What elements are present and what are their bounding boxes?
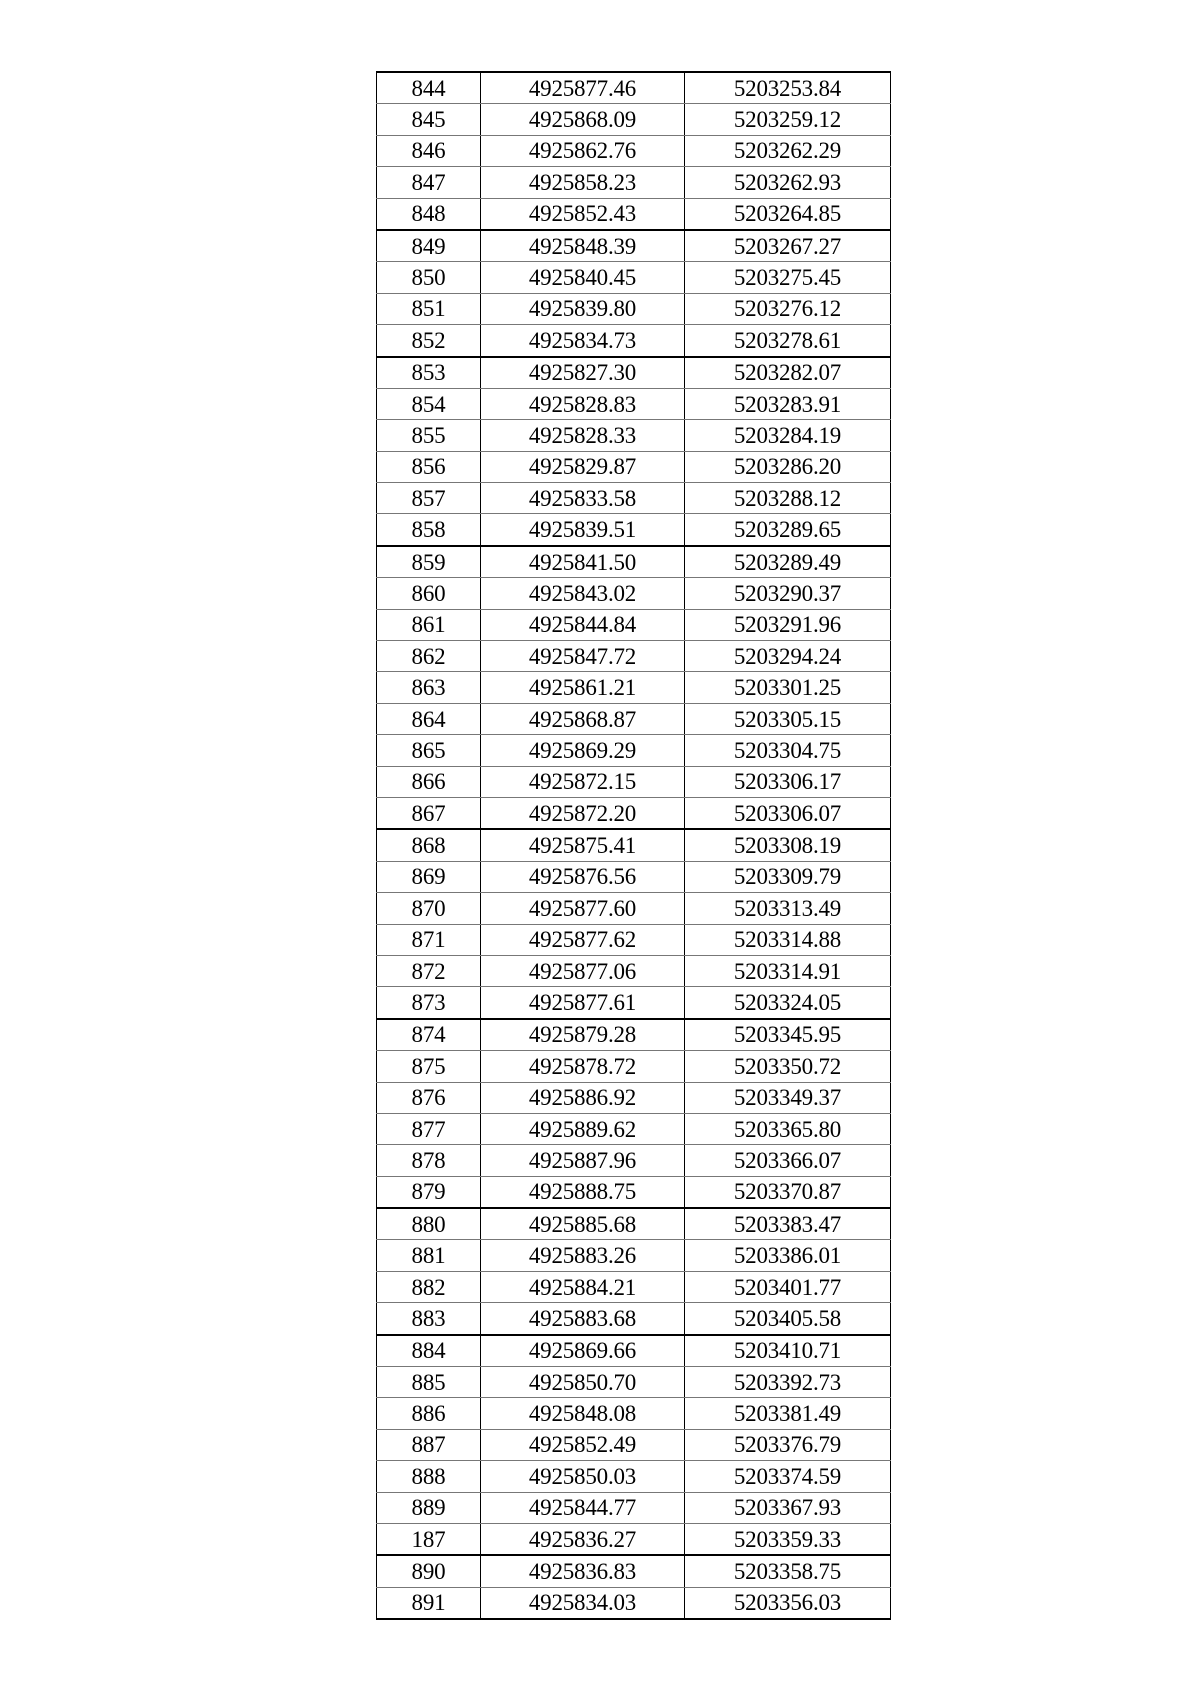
x-coordinate-cell: 4925877.46 — [481, 72, 685, 104]
table-row — [377, 483, 891, 514]
y-coordinate-cell: 5203291.96 — [685, 609, 891, 640]
point-number-cell: 853 — [377, 357, 481, 389]
x-coordinate-cell: 4925885.68 — [481, 1208, 685, 1240]
point-number-cell: 870 — [377, 893, 481, 924]
point-number-cell: 887 — [377, 1429, 481, 1460]
point-number-cell: 881 — [377, 1240, 481, 1271]
x-coordinate-cell: 4925834.03 — [481, 1587, 685, 1619]
point-number-cell: 854 — [377, 388, 481, 419]
y-coordinate-cell: 5203306.07 — [685, 797, 891, 829]
table-row — [377, 104, 891, 135]
table-row — [377, 357, 891, 389]
y-coordinate-cell: 5203288.12 — [685, 483, 891, 514]
x-coordinate-cell: 4925872.20 — [481, 797, 685, 829]
point-number-cell: 875 — [377, 1051, 481, 1082]
y-coordinate-cell: 5203401.77 — [685, 1271, 891, 1302]
y-coordinate-cell: 5203259.12 — [685, 104, 891, 135]
y-coordinate-cell: 5203370.87 — [685, 1176, 891, 1208]
point-number-cell: 844 — [377, 72, 481, 104]
point-number-cell: 885 — [377, 1367, 481, 1398]
table-row — [377, 514, 891, 546]
x-coordinate-cell: 4925836.83 — [481, 1555, 685, 1587]
y-coordinate-cell: 5203365.80 — [685, 1113, 891, 1144]
y-coordinate-cell: 5203289.49 — [685, 546, 891, 578]
point-number-cell: 883 — [377, 1303, 481, 1335]
table-row — [377, 1492, 891, 1523]
point-number-cell: 850 — [377, 262, 481, 293]
y-coordinate-cell: 5203314.91 — [685, 955, 891, 986]
coordinates-table — [376, 71, 891, 1620]
y-coordinate-cell: 5203262.29 — [685, 135, 891, 166]
table-row — [377, 1051, 891, 1082]
table-row — [377, 420, 891, 451]
y-coordinate-cell: 5203309.79 — [685, 861, 891, 892]
y-coordinate-cell: 5203359.33 — [685, 1523, 891, 1555]
y-coordinate-cell: 5203383.47 — [685, 1208, 891, 1240]
x-coordinate-cell: 4925836.27 — [481, 1523, 685, 1555]
x-coordinate-cell: 4925834.73 — [481, 325, 685, 357]
point-number-cell: 865 — [377, 735, 481, 766]
y-coordinate-cell: 5203284.19 — [685, 420, 891, 451]
x-coordinate-cell: 4925852.43 — [481, 198, 685, 230]
y-coordinate-cell: 5203405.58 — [685, 1303, 891, 1335]
table-row — [377, 1429, 891, 1460]
table-row — [377, 766, 891, 797]
point-number-cell: 859 — [377, 546, 481, 578]
y-coordinate-cell: 5203349.37 — [685, 1082, 891, 1113]
table-row — [377, 451, 891, 482]
table-row — [377, 829, 891, 861]
y-coordinate-cell: 5203301.25 — [685, 672, 891, 703]
table-row — [377, 135, 891, 166]
table-row — [377, 1555, 891, 1587]
x-coordinate-cell: 4925828.83 — [481, 388, 685, 419]
x-coordinate-cell: 4925839.51 — [481, 514, 685, 546]
x-coordinate-cell: 4925848.39 — [481, 230, 685, 262]
x-coordinate-cell: 4925877.06 — [481, 955, 685, 986]
y-coordinate-cell: 5203290.37 — [685, 578, 891, 609]
point-number-cell: 867 — [377, 797, 481, 829]
y-coordinate-cell: 5203283.91 — [685, 388, 891, 419]
x-coordinate-cell: 4925850.03 — [481, 1461, 685, 1492]
point-number-cell: 856 — [377, 451, 481, 482]
x-coordinate-cell: 4925886.92 — [481, 1082, 685, 1113]
x-coordinate-cell: 4925827.30 — [481, 357, 685, 389]
y-coordinate-cell: 5203276.12 — [685, 293, 891, 324]
point-number-cell: 886 — [377, 1398, 481, 1429]
x-coordinate-cell: 4925829.87 — [481, 451, 685, 482]
table-row — [377, 72, 891, 104]
x-coordinate-cell: 4925877.62 — [481, 924, 685, 955]
table-row — [377, 578, 891, 609]
table-row — [377, 388, 891, 419]
y-coordinate-cell: 5203267.27 — [685, 230, 891, 262]
table-row — [377, 955, 891, 986]
table-row — [377, 1523, 891, 1555]
y-coordinate-cell: 5203264.85 — [685, 198, 891, 230]
x-coordinate-cell: 4925877.60 — [481, 893, 685, 924]
table-row — [377, 1240, 891, 1271]
table-body — [377, 72, 891, 1619]
x-coordinate-cell: 4925872.15 — [481, 766, 685, 797]
table-row — [377, 293, 891, 324]
point-number-cell: 876 — [377, 1082, 481, 1113]
table-row — [377, 1398, 891, 1429]
table-row — [377, 672, 891, 703]
x-coordinate-cell: 4925877.61 — [481, 987, 685, 1019]
y-coordinate-cell: 5203345.95 — [685, 1019, 891, 1051]
coordinates-table-container — [376, 71, 890, 1620]
x-coordinate-cell: 4925841.50 — [481, 546, 685, 578]
x-coordinate-cell: 4925848.08 — [481, 1398, 685, 1429]
table-row — [377, 893, 891, 924]
x-coordinate-cell: 4925883.68 — [481, 1303, 685, 1335]
y-coordinate-cell: 5203376.79 — [685, 1429, 891, 1460]
y-coordinate-cell: 5203289.65 — [685, 514, 891, 546]
table-row — [377, 546, 891, 578]
table-row — [377, 924, 891, 955]
table-row — [377, 735, 891, 766]
table-row — [377, 1335, 891, 1367]
table-row — [377, 167, 891, 198]
point-number-cell: 187 — [377, 1523, 481, 1555]
x-coordinate-cell: 4925840.45 — [481, 262, 685, 293]
point-number-cell: 851 — [377, 293, 481, 324]
point-number-cell: 889 — [377, 1492, 481, 1523]
x-coordinate-cell: 4925883.26 — [481, 1240, 685, 1271]
point-number-cell: 874 — [377, 1019, 481, 1051]
y-coordinate-cell: 5203358.75 — [685, 1555, 891, 1587]
x-coordinate-cell: 4925888.75 — [481, 1176, 685, 1208]
x-coordinate-cell: 4925889.62 — [481, 1113, 685, 1144]
point-number-cell: 849 — [377, 230, 481, 262]
point-number-cell: 858 — [377, 514, 481, 546]
y-coordinate-cell: 5203278.61 — [685, 325, 891, 357]
y-coordinate-cell: 5203410.71 — [685, 1335, 891, 1367]
x-coordinate-cell: 4925887.96 — [481, 1145, 685, 1176]
point-number-cell: 891 — [377, 1587, 481, 1619]
x-coordinate-cell: 4925839.80 — [481, 293, 685, 324]
table-row — [377, 1303, 891, 1335]
y-coordinate-cell: 5203304.75 — [685, 735, 891, 766]
x-coordinate-cell: 4925868.09 — [481, 104, 685, 135]
table-row — [377, 1587, 891, 1619]
table-row — [377, 987, 891, 1019]
point-number-cell: 848 — [377, 198, 481, 230]
point-number-cell: 863 — [377, 672, 481, 703]
y-coordinate-cell: 5203313.49 — [685, 893, 891, 924]
point-number-cell: 864 — [377, 703, 481, 734]
x-coordinate-cell: 4925869.66 — [481, 1335, 685, 1367]
y-coordinate-cell: 5203275.45 — [685, 262, 891, 293]
x-coordinate-cell: 4925879.28 — [481, 1019, 685, 1051]
point-number-cell: 878 — [377, 1145, 481, 1176]
table-row — [377, 1113, 891, 1144]
point-number-cell: 857 — [377, 483, 481, 514]
y-coordinate-cell: 5203282.07 — [685, 357, 891, 389]
y-coordinate-cell: 5203392.73 — [685, 1367, 891, 1398]
x-coordinate-cell: 4925878.72 — [481, 1051, 685, 1082]
y-coordinate-cell: 5203367.93 — [685, 1492, 891, 1523]
y-coordinate-cell: 5203262.93 — [685, 167, 891, 198]
y-coordinate-cell: 5203305.15 — [685, 703, 891, 734]
point-number-cell: 846 — [377, 135, 481, 166]
table-row — [377, 1271, 891, 1302]
x-coordinate-cell: 4925884.21 — [481, 1271, 685, 1302]
table-row — [377, 861, 891, 892]
y-coordinate-cell: 5203286.20 — [685, 451, 891, 482]
x-coordinate-cell: 4925843.02 — [481, 578, 685, 609]
table-row — [377, 1082, 891, 1113]
x-coordinate-cell: 4925850.70 — [481, 1367, 685, 1398]
table-row — [377, 1145, 891, 1176]
x-coordinate-cell: 4925852.49 — [481, 1429, 685, 1460]
point-number-cell: 888 — [377, 1461, 481, 1492]
y-coordinate-cell: 5203294.24 — [685, 641, 891, 672]
point-number-cell: 861 — [377, 609, 481, 640]
point-number-cell: 873 — [377, 987, 481, 1019]
x-coordinate-cell: 4925844.77 — [481, 1492, 685, 1523]
x-coordinate-cell: 4925869.29 — [481, 735, 685, 766]
point-number-cell: 890 — [377, 1555, 481, 1587]
point-number-cell: 852 — [377, 325, 481, 357]
x-coordinate-cell: 4925833.58 — [481, 483, 685, 514]
point-number-cell: 847 — [377, 167, 481, 198]
point-number-cell: 880 — [377, 1208, 481, 1240]
table-row — [377, 1176, 891, 1208]
point-number-cell: 855 — [377, 420, 481, 451]
x-coordinate-cell: 4925876.56 — [481, 861, 685, 892]
x-coordinate-cell: 4925828.33 — [481, 420, 685, 451]
point-number-cell: 882 — [377, 1271, 481, 1302]
y-coordinate-cell: 5203366.07 — [685, 1145, 891, 1176]
point-number-cell: 871 — [377, 924, 481, 955]
table-row — [377, 262, 891, 293]
y-coordinate-cell: 5203374.59 — [685, 1461, 891, 1492]
point-number-cell: 868 — [377, 829, 481, 861]
y-coordinate-cell: 5203308.19 — [685, 829, 891, 861]
y-coordinate-cell: 5203306.17 — [685, 766, 891, 797]
point-number-cell: 872 — [377, 955, 481, 986]
point-number-cell: 884 — [377, 1335, 481, 1367]
x-coordinate-cell: 4925847.72 — [481, 641, 685, 672]
point-number-cell: 860 — [377, 578, 481, 609]
y-coordinate-cell: 5203381.49 — [685, 1398, 891, 1429]
point-number-cell: 879 — [377, 1176, 481, 1208]
table-row — [377, 1019, 891, 1051]
point-number-cell: 845 — [377, 104, 481, 135]
table-row — [377, 797, 891, 829]
y-coordinate-cell: 5203386.01 — [685, 1240, 891, 1271]
point-number-cell: 869 — [377, 861, 481, 892]
point-number-cell: 877 — [377, 1113, 481, 1144]
table-row — [377, 641, 891, 672]
table-row — [377, 230, 891, 262]
y-coordinate-cell: 5203324.05 — [685, 987, 891, 1019]
table-row — [377, 703, 891, 734]
y-coordinate-cell: 5203356.03 — [685, 1587, 891, 1619]
x-coordinate-cell: 4925858.23 — [481, 167, 685, 198]
x-coordinate-cell: 4925868.87 — [481, 703, 685, 734]
x-coordinate-cell: 4925875.41 — [481, 829, 685, 861]
table-row — [377, 1367, 891, 1398]
y-coordinate-cell: 5203253.84 — [685, 72, 891, 104]
x-coordinate-cell: 4925862.76 — [481, 135, 685, 166]
x-coordinate-cell: 4925861.21 — [481, 672, 685, 703]
table-row — [377, 609, 891, 640]
y-coordinate-cell: 5203350.72 — [685, 1051, 891, 1082]
y-coordinate-cell: 5203314.88 — [685, 924, 891, 955]
table-row — [377, 198, 891, 230]
point-number-cell: 866 — [377, 766, 481, 797]
table-row — [377, 325, 891, 357]
x-coordinate-cell: 4925844.84 — [481, 609, 685, 640]
point-number-cell: 862 — [377, 641, 481, 672]
table-row — [377, 1208, 891, 1240]
table-row — [377, 1461, 891, 1492]
